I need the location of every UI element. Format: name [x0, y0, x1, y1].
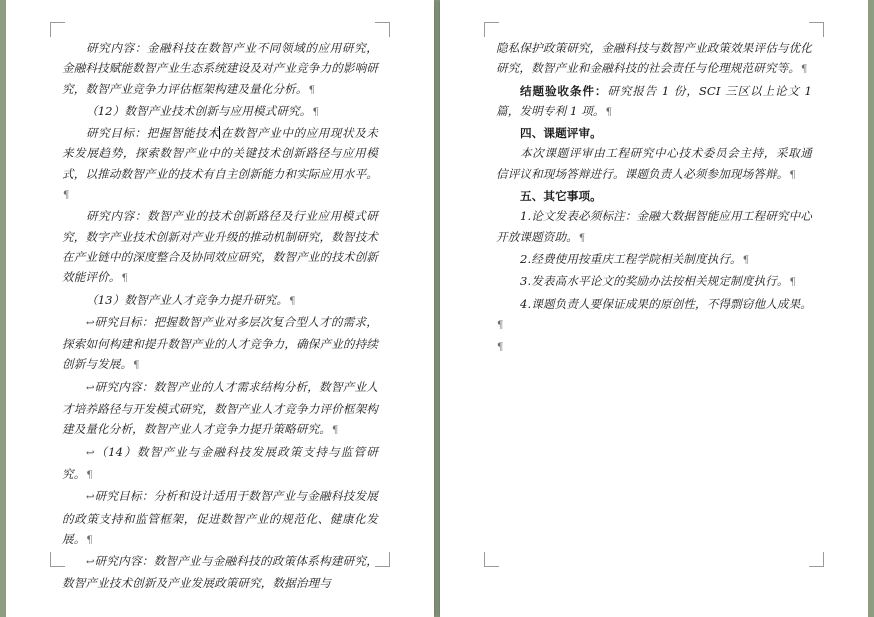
- pilcrow-icon: ¶: [605, 106, 613, 118]
- paragraph-return-mark-icon: ↩: [86, 492, 95, 504]
- paragraph-return-mark-icon: ↩: [86, 447, 95, 459]
- paragraph: 3.发表高水平论文的奖励办法按相关规定制度执行。¶: [520, 274, 796, 289]
- paragraph-lead-label: 结题验收条件：: [520, 83, 608, 98]
- pilcrow-icon: ¶: [121, 273, 128, 285]
- paragraph: ↩研究内容：数智产业与金融科技的政策体系构建研究，数智产业技术创新及产业发展政策研究，数据治理与: [62, 554, 378, 591]
- pilcrow-icon: ¶: [308, 84, 316, 96]
- margin-corner-top-right: [809, 22, 824, 37]
- pilcrow-icon: ¶: [789, 277, 796, 289]
- text-cursor: [219, 126, 220, 139]
- pilcrow-icon: ¶: [289, 295, 296, 307]
- pilcrow-icon: ¶: [497, 342, 504, 354]
- page-right-text-column: [496, 38, 812, 358]
- paragraph-return-mark-icon: ↩: [86, 317, 95, 329]
- paragraph: ↩研究目标：把握数智产业对多层次复合型人才的需求，探索如何构建和提升数智产业的人才竞争力，确保产业的持续创新与发展。¶: [62, 314, 378, 372]
- pilcrow-icon: ¶: [789, 169, 796, 181]
- pilcrow-icon: ¶: [133, 360, 140, 372]
- paragraph: 研究内容：数智产业的技术创新路径及行业应用模式研究，数字产业技术创新对产业升级的推动机制研究，数智技术在产业链中的深度整合及协同效应研究，数智产业的技术创新效能评价。¶: [62, 209, 378, 285]
- document-page-right[interactable]: [440, 0, 868, 617]
- pilcrow-icon: ¶: [86, 534, 93, 546]
- pilcrow-icon: ¶: [331, 425, 339, 437]
- page-left-text-column: [62, 38, 378, 594]
- paragraph: 四、课题评审。: [520, 126, 602, 141]
- pilcrow-icon: ¶: [497, 319, 504, 331]
- paragraph: 结题验收条件：研究报告 1 份，SCI 三区以上论文 1 篇，发明专利 1 项。¶: [496, 83, 812, 118]
- paragraph: ↩（14）数智产业与金融科技发展政策支持与监管研究。¶: [62, 444, 378, 481]
- pilcrow-icon: ¶: [86, 469, 93, 481]
- paragraph: 研究内容：金融科技在数智产业不同领域的应用研究，金融科技赋能数智产业生态系统建设及对产业竞争力的影响研究，数智产业竞争力评估框架构建及量化分析。¶: [62, 41, 378, 96]
- paragraph: ↩研究目标：分析和设计适用于数智产业与金融科技发展的政策支持和监管框架，促进数智产业的规范化、健康化发展。¶: [62, 489, 378, 546]
- margin-corner-top-right: [375, 22, 390, 37]
- pilcrow-icon: ¶: [742, 254, 750, 266]
- paragraph: 1.论文发表必须标注：金融大数据智能应用工程研究中心开放课题资助。¶: [496, 209, 812, 244]
- margin-corner-bottom-left: [484, 552, 499, 567]
- paragraph: 隐私保护政策研究，金融科技与数智产业政策效果评估与优化研究，数智产业和金融科技的社会责任与伦理规范研究等。¶: [496, 41, 812, 76]
- paragraph-return-mark-icon: ↩: [86, 382, 95, 394]
- paragraph: 4.课题负责人要保证成果的原创性，不得剽窃他人成果。¶: [497, 296, 812, 331]
- paragraph: 2.经费使用按重庆工程学院相关制度执行。¶: [520, 251, 750, 266]
- paragraph: 五、其它事项。: [520, 189, 602, 204]
- paragraph: ↩研究内容：数智产业的人才需求结构分析，数智产业人才培养路径与开发模式研究，数智产业人才竞争力评价框架构建及量化分析，数智产业人才竞争力提升策略研究。¶: [62, 379, 378, 437]
- margin-corner-top-left: [50, 22, 65, 37]
- pilcrow-icon: ¶: [63, 190, 70, 202]
- paragraph: （13）数智产业人才竞争力提升研究。¶: [86, 292, 296, 307]
- paragraph-return-mark-icon: ↩: [86, 557, 95, 569]
- document-page-left[interactable]: [6, 0, 434, 617]
- margin-corner-bottom-right: [809, 552, 824, 567]
- margin-corner-top-left: [484, 22, 499, 37]
- paragraph: （12）数智产业技术创新与应用模式研究。¶: [86, 103, 319, 118]
- paragraph: 研究目标：把握智能技术在数智产业中的应用现状及未来发展趋势，探索数智产业中的关键技术创新路径与应用模式，以推动数智产业的技术有自主创新能力和实际应用水平。¶: [62, 126, 378, 202]
- pilcrow-icon: ¶: [801, 64, 808, 76]
- paragraph: [496, 336, 812, 358]
- pilcrow-icon: ¶: [312, 106, 319, 118]
- paragraph: 本次课题评审由工程研究中心技术委员会主持，采取通信评议和现场答辩进行。课题负责人必须参加现场答辩。¶: [496, 146, 812, 181]
- pilcrow-icon: ¶: [578, 232, 586, 244]
